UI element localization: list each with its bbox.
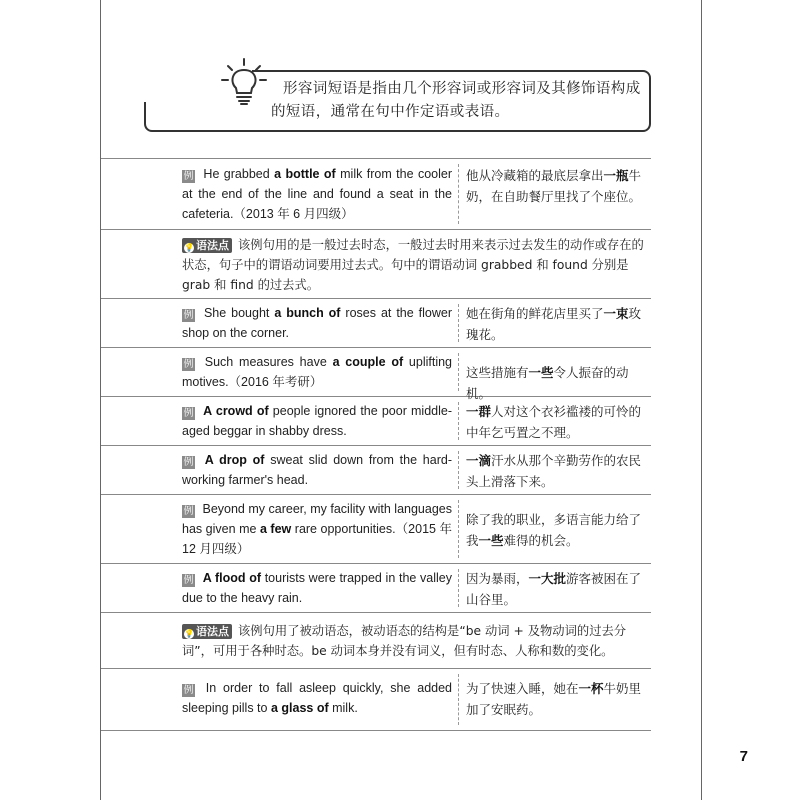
tip-line-2: 的短语，通常在句中作定语或表语。 [271, 104, 510, 120]
lightbulb-icon: 💡 [184, 243, 194, 252]
grammar-badge: 💡 语法点 [182, 238, 232, 253]
example-english: 例 He grabbed a bottle of milk from the cooler at the end of the line and found a seat in the cafeteria.（2013 年 6 月四级） [182, 167, 453, 221]
tip-line-1: 形容词短语是指由几个形容词或形容词及其修饰语构成 [283, 81, 641, 97]
example-row [101, 348, 651, 401]
example-chinese: 除了我的职业，多语言能力给了我一些难得的机会。 [466, 512, 642, 548]
grammar-note: 💡 语法点 该例句用的是一般过去时态，一般过去时用来表示过去发生的动作或存在的状态，句子中的谓语动词要用过去式。句中的谓语动词 grabbed 和 found 分别是 grab 和 find 的过去式。 [182, 238, 644, 292]
example-english: 例 In order to fall asleep quickly, she added sleeping pills to a glass of milk. [182, 681, 452, 715]
example-row [101, 668, 651, 731]
example-english: 例 Such measures have a couple of uplifting motives.（2016 年考研） [182, 355, 452, 389]
example-english: 例 She bought a bunch of roses at the flower shop on the corner. [182, 306, 452, 340]
example-english: 例 A drop of sweat slid down from the hard-working farmer's head. [182, 453, 452, 487]
example-row [101, 446, 651, 495]
example-row [101, 299, 651, 348]
tip-text [271, 78, 641, 124]
lightbulb-icon: 💡 [184, 629, 194, 638]
example-chinese: 一滴汗水从那个辛勤劳作的农民头上滑落下来。 [466, 453, 642, 489]
example-row [101, 564, 651, 613]
example-english: 例 Beyond my career, my facility with languages has given me a few rare opportunities.（2015 年 12 月四级） [182, 502, 452, 556]
phrase-highlight: a bottle of [274, 167, 336, 181]
example-chinese: 这些措施有一些令人振奋的动机。 [466, 365, 629, 401]
grammar-row [101, 613, 651, 668]
grammar-badge: 💡 语法点 [182, 624, 232, 639]
example-english: 例 A crowd of people ignored the poor middle-aged beggar in shabby dress. [182, 404, 452, 438]
example-chinese: 一群人对这个衣衫褴褛的可怜的中年乞丐置之不理。 [466, 404, 642, 440]
grammar-note: 💡 语法点 该例句用了被动语态，被动语态的结构是“be 动词 + 及物动词的过去分词”，可用于各种时态。be 动词本身并没有词义，但有时态、人称和数的变化。 [182, 624, 627, 658]
grammar-row [101, 230, 651, 299]
example-english: 例 A flood of tourists were trapped in the valley due to the heavy rain. [182, 571, 452, 605]
example-row [101, 495, 651, 564]
example-chinese: 为了快速入睡，她在一杯牛奶里加了安眠药。 [466, 681, 642, 717]
lightbulb-icon [218, 56, 270, 108]
example-chinese: 她在街角的鲜花店里买了一束玫瑰花。 [466, 306, 642, 342]
example-marker: 例 [183, 171, 194, 182]
example-row [101, 158, 651, 230]
example-chinese: 因为暴雨，一大批游客被困在了山谷里。 [466, 571, 642, 607]
example-chinese: 他从冷藏箱的最底层拿出一瓶牛奶，在自助餐厅里找了个座位。 [466, 168, 642, 204]
example-row [101, 397, 651, 446]
page-number: 7 [739, 748, 748, 765]
